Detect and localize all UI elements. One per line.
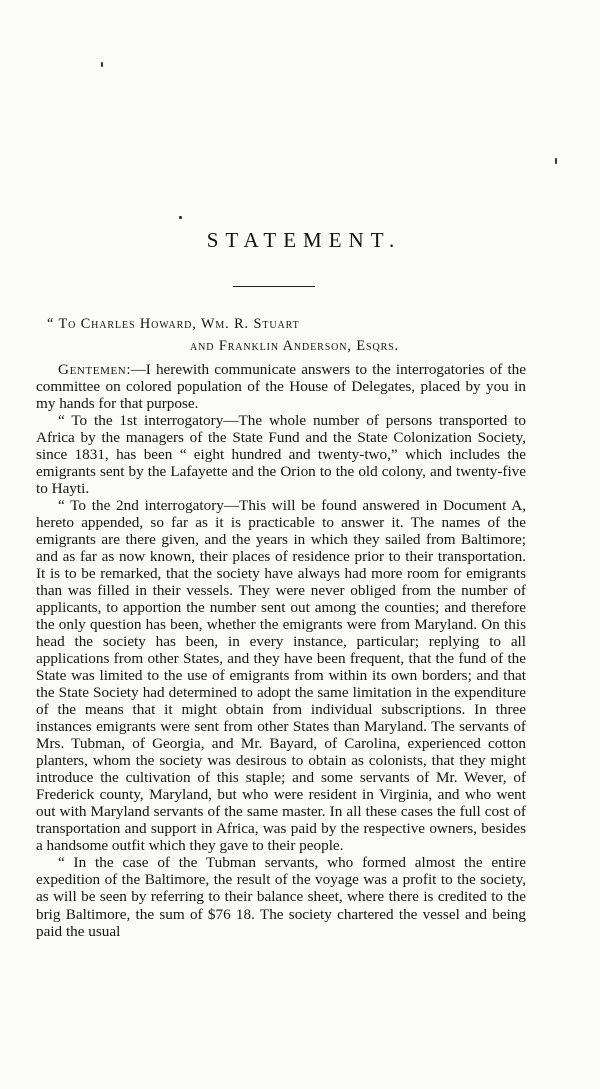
salutation: Gentemen [58,361,127,378]
paragraph-3: “ To the 2nd interrogatory—This will be found answered in Document A, hereto appended, so far as it is practicable to answer it. The names of the emigrants are there given, and the years in which they sailed from Baltimore; and as far as now known, their places of residence prior to their transportation. It is to be remarked, that the society have always had more room for emigrants than was filled in their vessels. They were never obliged from the number of applicants, to apportion the number sent out among the counties; and therefore the only question has been, whether the emigrants were from Maryland. On this head the society has been, in every instance, particular; replying to all applications from other States, and they have been frequent, that the fund of the State was limited to the use of emigrants from within its own borders; and that the State Society had determined to adopt the same limitation in the expenditure of the means that it might obtain from individual subscriptions. In three instances emigrants were sent from other States than Maryland. The servants of Mrs. Tubman, of Georgia, and Mr. Bayard, of Carolina, experienced cotton planters, whom the society was desirous to obtain as colonists, that they might introduce the cultivation of this staple; and some servants of Mr. Wever, of Frederick county, Maryland, but who were resident in Virginia, and who went out with Maryland servants of the same master. In all these cases the full cost of transportation and support in Africa, was paid by the respective owners, besides a handsome outfit which they gave to their people. [36,497,526,855]
heading-divider [233,286,315,287]
letter-body [36,361,526,940]
paragraph-4: “ In the case of the Tubman servants, who formed almost the entire expedition of the Baltimore, the result of the voyage was a profit to the society, as will be seen by referring to their balance sheet, where there is credited to the brig Baltimore, the sum of $76 18. The society chartered the vessel and being paid the usual [36,854,526,940]
ink-speck-top-left [101,62,103,67]
paragraph-1-text: :—I herewith communicate answers to the interrogatories of the committee on colored population of the House of Delegates, placed by you in my hands for that purpose. [36,361,526,413]
address-line-2: and Franklin Anderson, Esqrs. [190,338,400,354]
ink-speck-right [555,158,557,164]
paragraph-2: “ To the 1st interrogatory—The whole number of persons transported to Africa by the managers of the State Fund and the State Colonization Society, since 1831, has been “ eight hundred and twenty-two,” which includes the emigrants sent by the Lafayette and the Orion to the old colony, and twenty-five to Hayti. [36,412,526,498]
address-line-1: “ To Charles Howard, Wm. R. Stuart [47,316,300,332]
ink-speck-heading [179,216,182,219]
paragraph-1 [36,361,526,412]
document-heading: STATEMENT. [206,228,402,252]
